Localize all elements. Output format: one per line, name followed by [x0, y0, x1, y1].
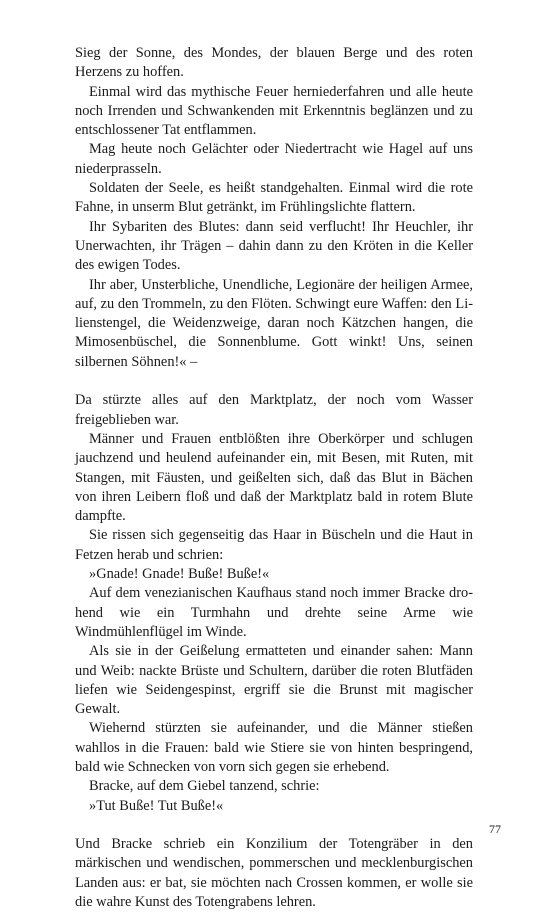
paragraph: Auf dem venezianischen Kaufhaus stand noch immer Bracke drohend wie ein Turmhahn und drehte seine Arme wie Windmühlenflügel im Winde.: [75, 585, 473, 640]
body-text: [75, 44, 473, 912]
paragraph: Da stürzte alles auf den Marktplatz, der noch vom Wasser freigeblieben war.: [75, 392, 473, 428]
paragraph: Männer und Frauen entblößten ihre Oberkörper und schlugen jauchzend und heulend aufeinander ein, mit Besen, mit Ruten, mit Stangen, mit Fäusten, und geißelten sich, daß das Blut in Bächen von ihren Leibern floß und daß der Marktplatz bald in rotem Blute dampfte.: [75, 430, 473, 525]
paragraph: Ihr aber, Unsterbliche, Unendliche, Legionäre der heiligen Armee, auf, zu den Trommeln, zu den Flöten. Schwingt eure Waffen: den Lilienstengel, die Weidenzweige, daran noch Kätzchen hangen, die Mimosenbüschel, die Sonnenblume. Gott winkt! Uns, seinen silbernen Söhnen!« –: [75, 276, 473, 370]
paragraph: Wiehernd stürzten sie aufeinander, und die Männer stießen wahllos in die Frauen: bald wie Stiere sie von hinten bespringend, bald wie Schnecken von vorn sich gegen sie erhebend.: [75, 720, 473, 775]
page-number: 77: [489, 822, 501, 836]
paragraph: Ihr Sybariten des Blutes: dann seid verflucht! Ihr Heuchler, ihr Unerwachten, ihr Trägen – dahin dann zu den Kröten in die Keller des ewigen Todes.: [75, 218, 473, 274]
paragraph: Als sie in der Geißelung ermatteten und einander sahen: Mann und Weib: nackte Brüste und Schultern, darüber die roten Blutfäden liefen wie Seidengespinst, ergriff sie die Brunst mit magischer Gewalt.: [75, 643, 473, 718]
paragraph: »Gnade! Gnade! Buße! Buße!«: [89, 566, 270, 583]
paragraph: »Tut Buße! Tut Buße!«: [89, 797, 224, 814]
paragraph: Sie rissen sich gegenseitig das Haar in Büscheln und die Haut in Fetzen herab und schrien:: [75, 527, 473, 563]
paragraph: Sieg der Sonne, des Mondes, der blauen Berge und des roten Herzens zu hoffen.: [75, 45, 473, 81]
paragraph: Mag heute noch Gelächter oder Niedertracht wie Hagel auf uns niederprasseln.: [75, 141, 473, 177]
paragraph: Soldaten der Seele, es heißt standgehalten. Einmal wird die rote Fahne, in unserm Blut getränkt, im Frühlingslichte flattern.: [75, 180, 473, 216]
paragraph: Und Bracke schrieb ein Konzilium der Totengräber in den märkischen und wendischen, pommerschen und mecklenburgischen Landen aus: er bat, sie möchten nach Crossen kommen, er wolle sie die wahre Kunst des Totengrabens lehren.: [75, 836, 473, 911]
paragraph: Bracke, auf dem Giebel tanzend, schrie:: [89, 778, 320, 795]
paragraph: Einmal wird das mythische Feuer herniederfahren und alle heute noch Irrenden und Schwankenden mit Erkenntnis beglänzen und zu entschlossener Tat entflammen.: [75, 83, 473, 139]
